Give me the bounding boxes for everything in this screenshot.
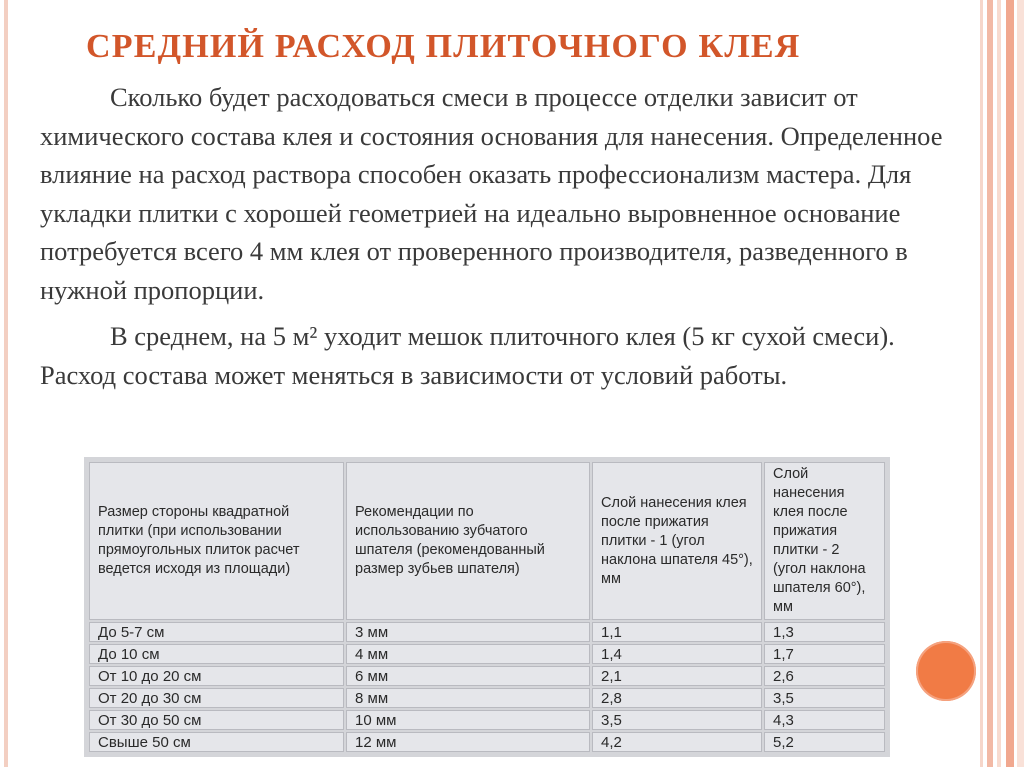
cell-layer-45: 3,5 xyxy=(592,710,762,730)
cell-trowel: 12 мм xyxy=(346,732,590,752)
cell-layer-45: 2,1 xyxy=(592,666,762,686)
cell-trowel: 10 мм xyxy=(346,710,590,730)
right-frame-stripe xyxy=(1017,0,1024,767)
cell-layer-60: 3,5 xyxy=(764,688,885,708)
table-row xyxy=(89,732,885,752)
cell-trowel: 4 мм xyxy=(346,644,590,664)
right-frame-stripe xyxy=(1006,0,1014,767)
cell-layer-60: 1,3 xyxy=(764,622,885,642)
cell-tile-size: До 10 см xyxy=(89,644,344,664)
consumption-table xyxy=(87,460,887,754)
slide-title: СРЕДНИЙ РАСХОД ПЛИТОЧНОГО КЛЕЯ xyxy=(86,28,801,65)
cell-layer-60: 4,3 xyxy=(764,710,885,730)
right-frame-stripe xyxy=(980,0,983,767)
cell-tile-size: До 5-7 см xyxy=(89,622,344,642)
header-trowel: Рекомендации по использованию зубчатого шпателя (рекомендованный размер зубьев шпателя) xyxy=(346,462,590,620)
header-layer-60: Слой нанесения клея после прижатия плитки - 2 (угол наклона шпателя 60°), мм xyxy=(764,462,885,620)
cell-tile-size: От 30 до 50 см xyxy=(89,710,344,730)
cell-tile-size: От 10 до 20 см xyxy=(89,666,344,686)
body-text xyxy=(40,78,970,394)
table-row xyxy=(89,688,885,708)
cell-trowel: 6 мм xyxy=(346,666,590,686)
cell-layer-45: 1,1 xyxy=(592,622,762,642)
cell-tile-size: От 20 до 30 см xyxy=(89,688,344,708)
cell-layer-45: 1,4 xyxy=(592,644,762,664)
left-frame-stripe xyxy=(4,0,8,767)
paragraph-2: В среднем, на 5 м² уходит мешок плиточного клея (5 кг сухой смеси). Расход состава может меняться в зависимости от условий работы. xyxy=(40,321,895,390)
right-frame-stripe xyxy=(987,0,993,767)
table-row xyxy=(89,710,885,730)
cell-layer-45: 4,2 xyxy=(592,732,762,752)
table-row xyxy=(89,622,885,642)
table-row xyxy=(89,644,885,664)
cell-layer-45: 2,8 xyxy=(592,688,762,708)
decorative-circle xyxy=(916,641,976,701)
table-row xyxy=(89,666,885,686)
cell-layer-60: 2,6 xyxy=(764,666,885,686)
cell-layer-60: 1,7 xyxy=(764,644,885,664)
table-header-row xyxy=(89,462,885,620)
header-tile-size: Размер стороны квадратной плитки (при использовании прямоугольных плиток расчет ведется исходя из площади) xyxy=(89,462,344,620)
cell-layer-60: 5,2 xyxy=(764,732,885,752)
cell-trowel: 8 мм xyxy=(346,688,590,708)
consumption-table-frame xyxy=(84,457,890,757)
header-layer-45: Слой нанесения клея после прижатия плитки - 1 (угол наклона шпателя 45°), мм xyxy=(592,462,762,620)
right-frame-stripe xyxy=(997,0,1001,767)
paragraph-1: Сколько будет расходоваться смеси в процессе отделки зависит от химического состава клея и состояния основания для нанесения. Определенное влияние на расход раствора способен оказать профессионализм мастера. Для укладки плитки с хорошей геометрией на идеально выровненное основание потребуется всего 4 мм клея от проверенного производителя, разведенного в нужной пропорции. xyxy=(40,82,943,305)
cell-tile-size: Свыше 50 см xyxy=(89,732,344,752)
cell-trowel: 3 мм xyxy=(346,622,590,642)
